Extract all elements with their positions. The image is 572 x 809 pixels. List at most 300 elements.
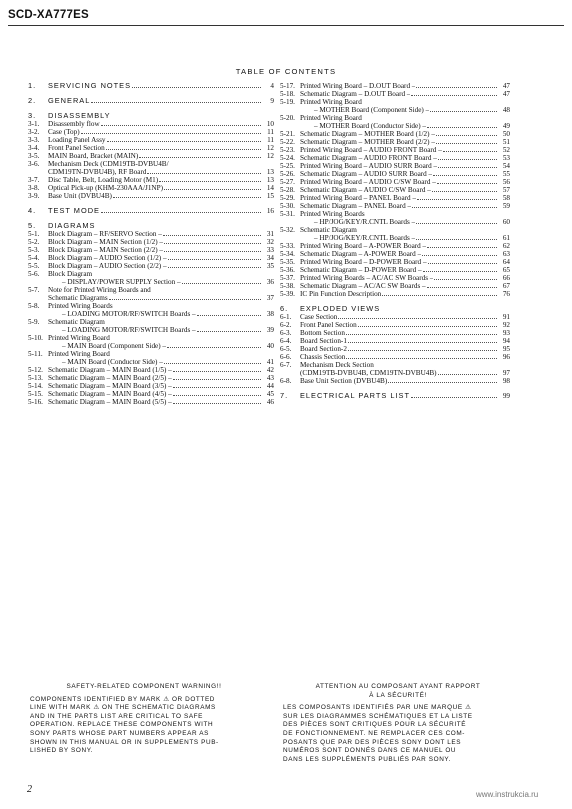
toc-entry-title: Disassembly flow xyxy=(48,120,100,128)
toc-dot-leader xyxy=(437,183,497,184)
toc-page-number: 4 xyxy=(270,82,274,90)
toc-entry-number: 5-5. xyxy=(28,262,40,270)
toc-entry-title: Printed Wiring Boards xyxy=(300,210,365,218)
toc-entry-number: 5-1. xyxy=(28,230,40,238)
toc-entry-title: Schematic Diagram – D-POWER Board – xyxy=(300,266,422,274)
toc-dot-leader xyxy=(417,199,497,200)
toc-dot-leader xyxy=(416,223,497,224)
watermark: www.instrukcia.ru xyxy=(476,790,539,799)
toc-entry-title: Schematic Diagram – MAIN Board (4/5) – xyxy=(48,390,172,398)
toc-entry-title: – HP/JOG/KEY/R.CNTL Boards – xyxy=(314,234,416,242)
toc-entry-number: 5-33. xyxy=(280,242,295,250)
toc-dot-leader xyxy=(173,379,261,380)
toc-entry-title: Mechanism Deck (CDM19TB-DVBU4B/ xyxy=(48,160,169,168)
toc-entry xyxy=(28,286,274,294)
toc-entry-title: Case Section xyxy=(300,313,338,321)
toc-section-heading xyxy=(280,305,510,313)
toc-page-number: 50 xyxy=(502,130,510,138)
toc-page-number: 44 xyxy=(266,382,274,390)
toc-entry xyxy=(280,369,510,377)
toc-entry-number: 5-7. xyxy=(28,286,40,294)
toc-entry xyxy=(28,144,274,152)
warning-line: COMPONENTS IDENTIFIED BY MARK ⚠ OR DOTTED xyxy=(30,695,216,703)
toc-entry-number: 5-31. xyxy=(280,210,295,218)
toc-entry xyxy=(28,238,274,246)
warning-line: POSANTS QUE PAR DES PIÈCES SONY DONT LES xyxy=(283,738,462,746)
toc-entry-title: Block Diagram – MAIN Section (1/2) – xyxy=(48,238,163,246)
warning-body xyxy=(30,696,258,756)
toc-entry-number: 6-7. xyxy=(280,361,292,369)
toc-dot-leader xyxy=(433,175,497,176)
toc-entry xyxy=(28,278,274,286)
toc-entry xyxy=(280,266,510,274)
toc-entry-title: Chassis Section xyxy=(300,353,346,361)
toc-entry-title: Bottom Section xyxy=(300,329,345,337)
toc-page-number: 62 xyxy=(502,242,510,250)
toc-entry xyxy=(28,302,274,310)
toc-entry-title: Base Unit (DVBU4B) xyxy=(48,192,112,200)
toc-entry xyxy=(28,230,274,238)
toc-dot-leader xyxy=(427,247,497,248)
toc-entry-number: 5-25. xyxy=(280,162,295,170)
toc-entry xyxy=(280,345,510,353)
toc-dot-leader xyxy=(382,295,497,296)
toc-entry-title: – LOADING MOTOR/RF/SWITCH Boards – xyxy=(62,310,196,318)
toc-page-number: 13 xyxy=(266,176,274,184)
toc-dot-leader xyxy=(109,299,261,300)
toc-entry xyxy=(280,90,510,98)
toc-dot-leader xyxy=(163,235,261,236)
toc-entry-number: 4. xyxy=(28,206,37,215)
toc-entry xyxy=(280,274,510,282)
toc-page-number: 12 xyxy=(266,144,274,152)
toc-entry-number: 5-23. xyxy=(280,146,295,154)
toc-entry xyxy=(28,334,274,342)
toc-entry-title: Printed Wiring Board – AUDIO C/SW Board – xyxy=(300,178,436,186)
toc-dot-leader xyxy=(411,397,497,398)
toc-entry-number: 5-38. xyxy=(280,282,295,290)
toc-dot-leader xyxy=(346,334,497,335)
toc-page-number: 45 xyxy=(266,390,274,398)
toc-dot-leader xyxy=(412,207,497,208)
warning-line: LINE WITH MARK ⚠ ON THE SCHEMATIC DIAGRAMS xyxy=(30,704,216,712)
toc-entry-title: Block Diagram xyxy=(48,270,93,278)
toc-entry-title: – MAIN Board (Component Side) – xyxy=(62,342,167,350)
toc-entry-number: 5-18. xyxy=(280,90,295,98)
toc-entry xyxy=(280,146,510,154)
warning-title: SAFETY-RELATED COMPONENT WARNING!! xyxy=(66,683,222,690)
toc-entry-title: MAIN Board, Bracket (MAIN) xyxy=(48,152,139,160)
header-rule xyxy=(8,25,564,26)
toc-entry-number: 5-24. xyxy=(280,154,295,162)
toc-entry xyxy=(280,353,510,361)
toc-dot-leader xyxy=(346,358,497,359)
toc-entry xyxy=(28,152,274,160)
toc-entry-number: 5-30. xyxy=(280,202,295,210)
toc-entry-title: Note for Printed Wiring Boards and xyxy=(48,286,151,294)
toc-entry-title: Schematic Diagram – MOTHER Board (2/2) – xyxy=(300,138,435,146)
toc-entry-title: Disc Table, Belt, Loading Motor (M1) xyxy=(48,176,159,184)
toc-entry-number: 7. xyxy=(280,391,289,400)
toc-entry xyxy=(280,162,510,170)
toc-page-number: 40 xyxy=(266,342,274,350)
toc-dot-leader xyxy=(173,403,261,404)
toc-entry-number: 5-2. xyxy=(28,238,40,246)
toc-dot-leader xyxy=(427,127,497,128)
toc-entry-number: 3-2. xyxy=(28,128,40,136)
toc-entry xyxy=(280,186,510,194)
toc-entry xyxy=(280,106,510,114)
toc-entry xyxy=(280,258,510,266)
toc-entry xyxy=(28,254,274,262)
toc-page-number: 38 xyxy=(266,310,274,318)
toc-page-number: 10 xyxy=(266,120,274,128)
toc-entry-title: Board Section-2 xyxy=(300,345,347,353)
toc-entry-title: – MOTHER Board (Component Side) – xyxy=(314,106,430,114)
toc-entry-number: 3-9. xyxy=(28,192,40,200)
toc-page-number: 48 xyxy=(502,106,510,114)
warning-title: ATTENTION AU COMPOSANT AYANT RAPPORT À LA SÉCURITÉ! xyxy=(315,683,481,699)
toc-entry-title: – MOTHER Board (Conductor Side) – xyxy=(314,122,426,130)
toc-entry-title: – DISPLAY/POWER SUPPLY Section – xyxy=(62,278,181,286)
toc-entry xyxy=(280,226,510,234)
toc-page-number: 63 xyxy=(502,250,510,258)
toc-entry-number: 5-17. xyxy=(280,82,295,90)
toc-dot-leader xyxy=(348,342,497,343)
toc-entry-number: 5-20. xyxy=(280,114,295,122)
toc-dot-leader xyxy=(416,239,497,240)
toc-entry-title: Printed Wiring Board – D.OUT Board – xyxy=(300,82,416,90)
toc-entry-title: Schematic Diagram – PANEL Board – xyxy=(300,202,412,210)
toc-page-number: 42 xyxy=(266,366,274,374)
toc-page-number: 49 xyxy=(502,122,510,130)
toc-entry-number: 5-39. xyxy=(280,290,295,298)
toc-entry xyxy=(280,130,510,138)
toc-page-number: 35 xyxy=(266,262,274,270)
toc-page-number: 9 xyxy=(270,97,274,105)
toc-page-number: 12 xyxy=(266,152,274,160)
toc-entry-number: 6-4. xyxy=(280,337,292,345)
toc-dot-leader xyxy=(411,95,497,96)
toc-entry-number: 6. xyxy=(280,304,289,313)
warning-line: OPERATION. REPLACE THESE COMPONENTS WITH xyxy=(30,721,214,729)
toc-entry-number: 5-32. xyxy=(280,226,295,234)
toc-dot-leader xyxy=(164,189,261,190)
toc-entry xyxy=(28,342,274,350)
toc-entry-number: 5-29. xyxy=(280,194,295,202)
toc-dot-leader xyxy=(434,279,497,280)
toc-entry-title: – HP/JOG/KEY/R.CNTL Boards – xyxy=(314,218,416,226)
toc-right-column xyxy=(280,82,510,400)
toc-dot-leader xyxy=(428,263,497,264)
toc-entry-title: TEST MODE xyxy=(48,207,100,215)
toc-entry-title: Case (Top) xyxy=(48,128,80,136)
toc-entry-number: 5-9. xyxy=(28,318,40,326)
toc-entry-number: 3-8. xyxy=(28,184,40,192)
toc-entry-title: Loading Panel Assy xyxy=(48,136,106,144)
toc-entry-title: – LOADING MOTOR/RF/SWITCH Boards – xyxy=(62,326,196,334)
toc-entry-title: Printed Wiring Board – A-POWER Board – xyxy=(300,242,427,250)
toc-dot-leader xyxy=(427,287,497,288)
toc-entry-title: – MAIN Board (Conductor Side) – xyxy=(62,358,163,366)
warning-line: SHOWN IN THIS MANUAL OR IN SUPPLEMENTS PUB- xyxy=(30,738,219,746)
toc-entry-title: EXPLODED VIEWS xyxy=(300,305,381,313)
toc-entry xyxy=(280,98,510,106)
toc-title: TABLE OF CONTENTS xyxy=(235,67,337,76)
toc-page-number: 47 xyxy=(502,90,510,98)
toc-entry-title: Printed Wiring Boards – AC/AC SW Boards – xyxy=(300,274,434,282)
toc-dot-leader xyxy=(348,350,497,351)
toc-entry-title: IC Pin Function Description xyxy=(300,290,382,298)
toc-page-number: 98 xyxy=(502,377,510,385)
toc-dot-leader xyxy=(388,382,497,383)
toc-page-number: 16 xyxy=(266,207,274,215)
toc-entry xyxy=(28,128,274,136)
toc-entry xyxy=(28,326,274,334)
toc-dot-leader xyxy=(423,271,497,272)
warning-line: LISHED BY SONY. xyxy=(30,747,94,755)
warning-line: DES PIÈCES SONT CRITIQUES POUR LA SÉCURITÉ xyxy=(283,721,467,729)
toc-entry xyxy=(28,270,274,278)
toc-dot-leader xyxy=(422,255,497,256)
toc-entry-title: Schematic Diagram – MAIN Board (1/5) – xyxy=(48,366,172,374)
toc-entry-number: 5-15. xyxy=(28,390,43,398)
toc-dot-leader xyxy=(173,387,261,388)
toc-dot-leader xyxy=(132,87,261,88)
toc-page-number: 64 xyxy=(502,258,510,266)
toc-entry-number: 5-16. xyxy=(28,398,43,406)
toc-section-heading xyxy=(28,112,274,120)
toc-entry-number: 5-11. xyxy=(28,350,43,358)
toc-dot-leader xyxy=(197,315,261,316)
toc-dot-leader xyxy=(358,326,497,327)
toc-entry-number: 5-19. xyxy=(280,98,295,106)
toc-dot-leader xyxy=(430,111,497,112)
safety-warning-english xyxy=(30,683,258,756)
toc-entry-title: Front Panel Section xyxy=(48,144,105,152)
toc-dot-leader xyxy=(173,395,261,396)
warning-line: SONY PARTS WHOSE PART NUMBERS APPEAR AS xyxy=(30,729,209,737)
toc-entry xyxy=(28,318,274,326)
toc-entry-title: Schematic Diagram – AC/AC SW Boards – xyxy=(300,282,426,290)
toc-entry xyxy=(280,290,510,298)
toc-page-number: 97 xyxy=(502,369,510,377)
toc-entry-number: 5-10. xyxy=(28,334,43,342)
toc-page-number: 46 xyxy=(266,398,274,406)
safety-warning-french xyxy=(283,683,513,764)
model-number: SCD-XA777ES xyxy=(8,9,89,21)
toc-page-number: 66 xyxy=(502,274,510,282)
toc-entry xyxy=(280,329,510,337)
toc-dot-leader xyxy=(164,243,261,244)
toc-entry-title: Optical Pick-up (KHM-230AAA/J1NP) xyxy=(48,184,163,192)
toc-page-number: 91 xyxy=(502,313,510,321)
toc-entry-title: Schematic Diagram – A-POWER Board – xyxy=(300,250,422,258)
toc-entry-title: Mechanism Deck Section xyxy=(300,361,374,369)
toc-entry xyxy=(28,136,274,144)
toc-dot-leader xyxy=(147,173,261,174)
toc-entry-title: Printed Wiring Board xyxy=(48,350,110,358)
toc-section-heading xyxy=(28,82,274,90)
warning-line: NUMÉROS SONT DONNÉS DANS CE MANUEL OU xyxy=(283,747,457,755)
toc-entry xyxy=(280,377,510,385)
toc-entry xyxy=(280,361,510,369)
toc-entry xyxy=(28,246,274,254)
toc-entry-title: Schematic Diagram xyxy=(48,318,105,326)
toc-dot-leader xyxy=(416,87,497,88)
toc-entry xyxy=(280,170,510,178)
toc-entry-title: Board Section-1 xyxy=(300,337,347,345)
toc-page-number: 36 xyxy=(266,278,274,286)
toc-entry-number: 5-26. xyxy=(280,170,295,178)
toc-dot-leader xyxy=(106,149,261,150)
toc-entry xyxy=(280,82,510,90)
toc-page-number: 95 xyxy=(502,345,510,353)
warning-line: DANS LES SUPPLÉMENTS PUBLIÉS PAR SONY. xyxy=(283,755,451,763)
toc-dot-leader xyxy=(338,318,497,319)
toc-page-number: 37 xyxy=(266,294,274,302)
toc-dot-leader xyxy=(438,374,497,375)
toc-entry xyxy=(28,350,274,358)
toc-dot-leader xyxy=(139,157,261,158)
toc-entry xyxy=(28,366,274,374)
toc-entry-number: 5-6. xyxy=(28,270,40,278)
toc-page-number: 61 xyxy=(502,234,510,242)
toc-page-number: 31 xyxy=(266,230,274,238)
toc-entry-number: 5-8. xyxy=(28,302,40,310)
toc-page-number: 60 xyxy=(502,218,510,226)
toc-page-number: 58 xyxy=(502,194,510,202)
toc-entry-title: Schematic Diagram – D.OUT Board – xyxy=(300,90,411,98)
toc-entry-title: Block Diagram – MAIN Section (2/2) – xyxy=(48,246,163,254)
toc-entry-title: Front Panel Section xyxy=(300,321,357,329)
warning-line: AND IN THE PARTS LIST ARE CRITICAL TO SAFE xyxy=(30,712,204,720)
toc-dot-leader xyxy=(443,151,497,152)
toc-entry-number: 5-34. xyxy=(280,250,295,258)
toc-entry xyxy=(280,321,510,329)
toc-entry-number: 5-3. xyxy=(28,246,40,254)
toc-entry xyxy=(280,178,510,186)
toc-entry xyxy=(28,398,274,406)
toc-entry-title: ELECTRICAL PARTS LIST xyxy=(300,392,410,400)
toc-entry-number: 5-21. xyxy=(280,130,295,138)
toc-page-number: 34 xyxy=(266,254,274,262)
toc-left-column xyxy=(28,82,274,406)
toc-entry-title: Printed Wiring Board – D-POWER Board – xyxy=(300,258,427,266)
toc-dot-leader xyxy=(173,371,261,372)
toc-page-number: 76 xyxy=(502,290,510,298)
toc-entry-number: 5-27. xyxy=(280,178,295,186)
toc-entry-title: Base Unit Section (DVBU4B) xyxy=(300,377,388,385)
toc-dot-leader xyxy=(436,135,497,136)
toc-entry-title: Printed Wiring Board xyxy=(300,98,362,106)
toc-page-number: 11 xyxy=(267,128,274,136)
toc-page-number: 54 xyxy=(502,162,510,170)
toc-entry-number: 5-36. xyxy=(280,266,295,274)
toc-entry-title: Block Diagram – RF/SERVO Section – xyxy=(48,230,162,238)
toc-page-number: 15 xyxy=(266,192,274,200)
toc-page-number: 47 xyxy=(502,82,510,90)
toc-dot-leader xyxy=(159,181,261,182)
toc-entry xyxy=(280,154,510,162)
toc-page-number: 41 xyxy=(266,358,274,366)
toc-entry-title: Schematic Diagram – MAIN Board (3/5) – xyxy=(48,382,172,390)
toc-entry-title: Printed Wiring Board xyxy=(48,334,110,342)
toc-entry xyxy=(28,262,274,270)
toc-entry xyxy=(280,337,510,345)
toc-page-number: 39 xyxy=(266,326,274,334)
toc-page-number: 57 xyxy=(502,186,510,194)
toc-entry-number: 3. xyxy=(28,111,37,120)
toc-entry-number: 5-12. xyxy=(28,366,43,374)
warning-line: DE FONCTIONNEMENT. NE REMPLACER CES COM- xyxy=(283,729,466,737)
toc-entry-number: 6-8. xyxy=(280,377,292,385)
toc-entry xyxy=(280,210,510,218)
toc-entry xyxy=(28,160,274,168)
toc-entry-title: Schematic Diagram – MAIN Board (5/5) – xyxy=(48,398,172,406)
toc-entry-number: 3-6. xyxy=(28,160,40,168)
toc-page-number: 11 xyxy=(267,136,274,144)
toc-page-number: 52 xyxy=(502,146,510,154)
toc-entry xyxy=(28,120,274,128)
toc-entry-title: Schematic Diagram – AUDIO SURR Board – xyxy=(300,170,433,178)
toc-entry-number: 1. xyxy=(28,81,37,90)
toc-entry-number: 3-7. xyxy=(28,176,40,184)
toc-entry-number: 2. xyxy=(28,96,37,105)
toc-entry-title: Printed Wiring Boards xyxy=(48,302,113,310)
toc-page-number: 51 xyxy=(502,138,510,146)
toc-entry-title: GENERAL xyxy=(48,97,91,105)
toc-dot-leader xyxy=(101,212,261,213)
toc-entry-title: Schematic Diagram – MOTHER Board (1/2) – xyxy=(300,130,435,138)
toc-entry-number: 5-13. xyxy=(28,374,43,382)
toc-dot-leader xyxy=(81,133,261,134)
toc-page-number: 32 xyxy=(266,238,274,246)
toc-entry xyxy=(280,194,510,202)
toc-entry xyxy=(280,122,510,130)
toc-dot-leader xyxy=(438,159,497,160)
toc-entry-number: 6-5. xyxy=(280,345,292,353)
warning-line: SUR LES DIAGRAMMES SCHÉMATIQUES ET LA LISTE xyxy=(283,712,473,720)
toc-entry xyxy=(28,374,274,382)
toc-entry-title: Printed Wiring Board – AUDIO SURR Board – xyxy=(300,162,438,170)
page-number: 2 xyxy=(27,784,32,795)
toc-dot-leader xyxy=(167,347,261,348)
toc-entry xyxy=(28,176,274,184)
toc-entry-title: DIAGRAMS xyxy=(48,222,96,230)
toc-dot-leader xyxy=(432,191,497,192)
toc-entry-number: 3-1. xyxy=(28,120,40,128)
toc-entry xyxy=(28,390,274,398)
toc-entry-title: SERVICING NOTES xyxy=(48,82,132,90)
toc-dot-leader xyxy=(197,331,261,332)
toc-entry-number: 6-3. xyxy=(280,329,292,337)
toc-entry xyxy=(28,184,274,192)
toc-page-number: 59 xyxy=(502,202,510,210)
toc-entry xyxy=(28,168,274,176)
toc-entry-title: Schematic Diagram – AUDIO FRONT Board – xyxy=(300,154,437,162)
toc-entry-number: 5. xyxy=(28,221,37,230)
toc-entry xyxy=(28,192,274,200)
toc-entry-title: (CDM19TB-DVBU4B, CDM19TN-DVBU4B) xyxy=(300,369,437,377)
toc-entry-title: CDM19TN-DVBU4B), RF Board xyxy=(48,168,147,176)
toc-entry xyxy=(28,382,274,390)
toc-entry-title: Printed Wiring Board – AUDIO FRONT Board – xyxy=(300,146,442,154)
toc-entry xyxy=(280,114,510,122)
toc-page-number: 14 xyxy=(266,184,274,192)
toc-entry-number: 3-3. xyxy=(28,136,40,144)
toc-entry xyxy=(280,138,510,146)
